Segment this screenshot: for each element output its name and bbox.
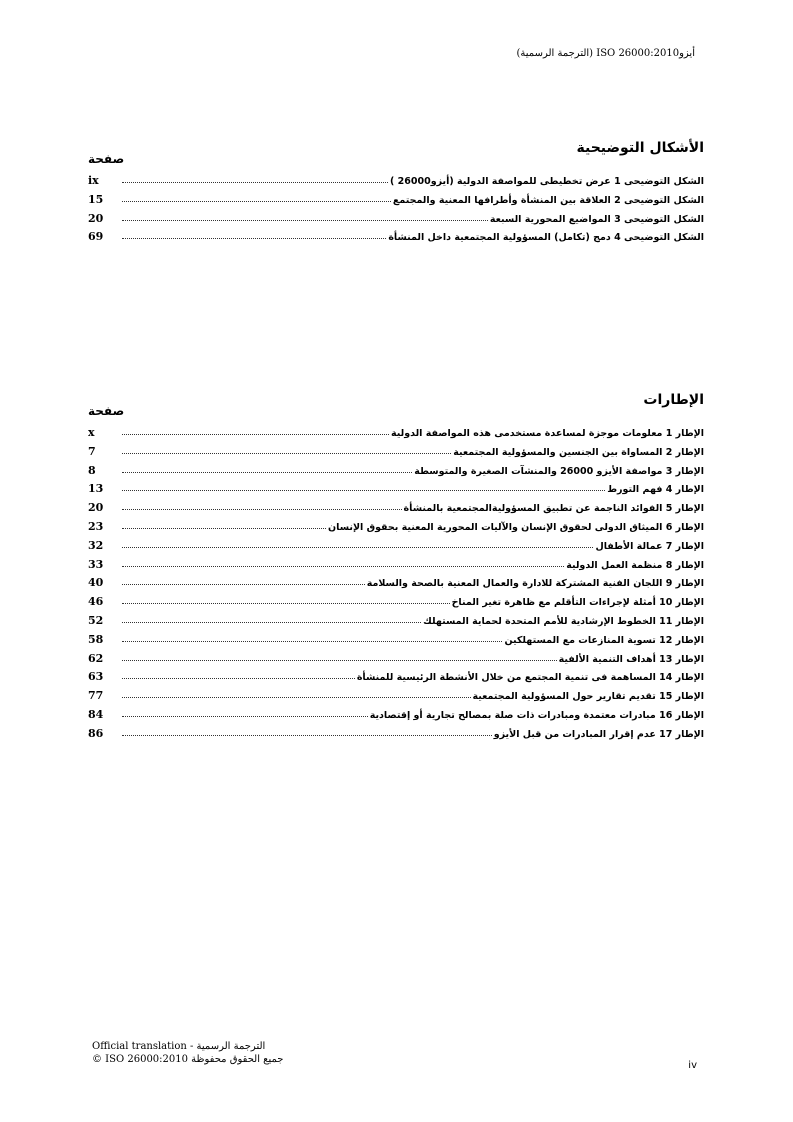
dot-leader (122, 490, 605, 491)
running-header: أيزو26000:2010 ISO (الترجمة الرسمية) (516, 48, 695, 59)
toc-entry[interactable] (88, 520, 704, 539)
toc-entry-page: 62 (88, 651, 104, 665)
dot-leader (122, 453, 451, 454)
dot-leader (122, 182, 388, 183)
footer-translation-note: Official translation - الترجمة الرسمية (92, 1041, 266, 1052)
boxes-list (88, 392, 704, 746)
dot-leader (122, 220, 488, 221)
toc-entry-page: 20 (88, 211, 104, 225)
dot-leader (122, 201, 391, 202)
toc-entry-title: الإطار 11 الخطوط الإرشادية للأمم المتحدة لحماية المستهلك (423, 615, 704, 627)
toc-entry-title: الشكل التوضيحى 2 العلاقة بين المنشأة وأطرافها المعنية والمجتمع (392, 194, 704, 206)
toc-entry-page: 84 (88, 707, 104, 721)
footer-copyright (92, 1040, 283, 1066)
toc-entry[interactable] (88, 689, 704, 708)
toc-entry[interactable] (88, 426, 704, 445)
toc-entry[interactable] (88, 482, 704, 501)
dot-leader (122, 472, 412, 473)
dot-leader (122, 735, 492, 736)
toc-entry-title: الإطار 4 فهم التورط (607, 484, 704, 496)
toc-entry-title: الإطار 13 أهداف التنمية الألفية (558, 653, 704, 665)
dot-leader (122, 566, 564, 567)
toc-entry-title: الشكل التوضيحى 4 دمج (تكامل) المسؤولية المجتمعية داخل المنشأة (388, 232, 704, 244)
toc-entry[interactable] (88, 670, 704, 689)
figures-title: الأشكال التوضيحية (576, 140, 704, 156)
toc-entry[interactable] (88, 576, 704, 595)
toc-entry-page: 33 (88, 557, 104, 571)
toc-entry[interactable] (88, 212, 704, 231)
figures-list (88, 140, 704, 249)
toc-entry[interactable] (88, 193, 704, 212)
toc-entry-title: الإطار 12 تسوية المنازعات مع المستهلكين (504, 634, 704, 646)
toc-entry[interactable] (88, 230, 704, 249)
toc-entry-page: 13 (88, 482, 104, 496)
boxes-page-label: صفحة (88, 404, 125, 418)
toc-entry[interactable] (88, 595, 704, 614)
toc-entry-page: 15 (88, 192, 104, 206)
toc-entry[interactable] (88, 445, 704, 464)
toc-entry-page: 86 (88, 726, 104, 740)
toc-entry-title: الإطار 16 مبادرات معتمدة ومبادرات ذات صلة بمصالح تجارية أو إقتصادية (369, 709, 704, 721)
toc-entry-title: الإطار 1 معلومات موجزة لمساعدة مستخدمى هذه المواصفة الدولية (391, 428, 704, 439)
figures-page-label: صفحة (88, 152, 125, 166)
dot-leader (122, 603, 450, 604)
toc-entry[interactable] (88, 464, 704, 483)
toc-entry-title: الإطار 17 عدم إقرار المبادرات من قبل الأيزو (493, 728, 704, 740)
dot-leader (122, 641, 502, 642)
page-number: iv (688, 1060, 697, 1071)
toc-entry-page: 69 (88, 230, 104, 244)
toc-entry-page: 40 (88, 576, 104, 590)
toc-entry-page: x (88, 426, 95, 439)
dot-leader (122, 238, 386, 239)
toc-entry-page: 23 (88, 519, 104, 533)
toc-entry-title: الإطار 5 الفوائد الناجمة عن تطبيق المسؤوليةالمجتمعية بالمنشأة (403, 503, 704, 515)
dot-leader (122, 584, 365, 585)
dot-leader (122, 434, 389, 435)
dot-leader (122, 622, 421, 623)
toc-entry-title: الإطار 8 منظمة العمل الدولية (566, 559, 704, 571)
toc-entry-title: الإطار 14 المساهمة فى تنمية المجتمع من خلال الأنشطة الرئيسية للمنشأة (356, 672, 704, 684)
toc-entry-page: 52 (88, 613, 104, 627)
toc-entry-title: الإطار 10 أمثلة لإجراءات التأقلم مع ظاهرة تغير المناخ (451, 597, 704, 609)
dot-leader (122, 528, 326, 529)
toc-entry-title: الإطار 7 عمالة الأطفال (595, 540, 704, 552)
footer-copyright-line: © ISO 26000:2010 جميع الحقوق محفوظة (92, 1054, 284, 1065)
toc-entry[interactable] (88, 708, 704, 727)
toc-entry[interactable] (88, 174, 704, 193)
toc-entry-title: الشكل التوضيحى 1 عرض تخطيطى للمواصفة الدولية (أيزو26000 ) (390, 176, 704, 187)
toc-entry[interactable] (88, 558, 704, 577)
boxes-title: الإطارات (643, 392, 704, 408)
boxes-entries (88, 426, 704, 746)
toc-entry-title: الإطار 9 اللجان الفنية المشتركة للادارة والعمال المعنية بالصحة والسلامة (366, 578, 704, 590)
figures-heading (88, 140, 704, 174)
dot-leader (122, 509, 402, 510)
dot-leader (122, 547, 593, 548)
dot-leader (122, 697, 471, 698)
toc-entry-page: 20 (88, 501, 104, 515)
dot-leader (122, 716, 368, 717)
boxes-heading (88, 392, 704, 426)
toc-entry-title: الإطار 2 المساواة بين الجنسين والمسؤولية المجتمعية (453, 446, 704, 458)
toc-entry[interactable] (88, 614, 704, 633)
toc-entry-title: الإطار 3 مواصفة الأيزو 26000 والمنشآت الصغيرة والمتوسطة (414, 465, 704, 477)
toc-entry-page: 46 (88, 595, 104, 609)
toc-entry-title: الإطار 15 تقديم تقارير حول المسؤولية المجتمعية (472, 691, 704, 703)
toc-entry[interactable] (88, 652, 704, 671)
toc-entry-page: 32 (88, 538, 104, 552)
toc-entry[interactable] (88, 539, 704, 558)
figures-entries (88, 174, 704, 249)
toc-entry-page: 8 (88, 463, 96, 477)
toc-entry-title: الإطار 6 الميثاق الدولى لحقوق الإنسان والآليات المحورية المعنية بحقوق الإنسان (328, 521, 704, 533)
toc-entry[interactable] (88, 501, 704, 520)
toc-entry-page: 58 (88, 632, 104, 646)
toc-entry[interactable] (88, 633, 704, 652)
dot-leader (122, 660, 557, 661)
dot-leader (122, 678, 355, 679)
toc-entry-page: ix (88, 174, 99, 187)
toc-entry-page: 77 (88, 689, 104, 703)
toc-entry-title: الشكل التوضيحى 3 المواضيع المحورية السبعة (489, 213, 704, 225)
toc-entry-page: 7 (88, 444, 96, 458)
toc-entry[interactable] (88, 727, 704, 746)
toc-entry-page: 63 (88, 670, 104, 684)
